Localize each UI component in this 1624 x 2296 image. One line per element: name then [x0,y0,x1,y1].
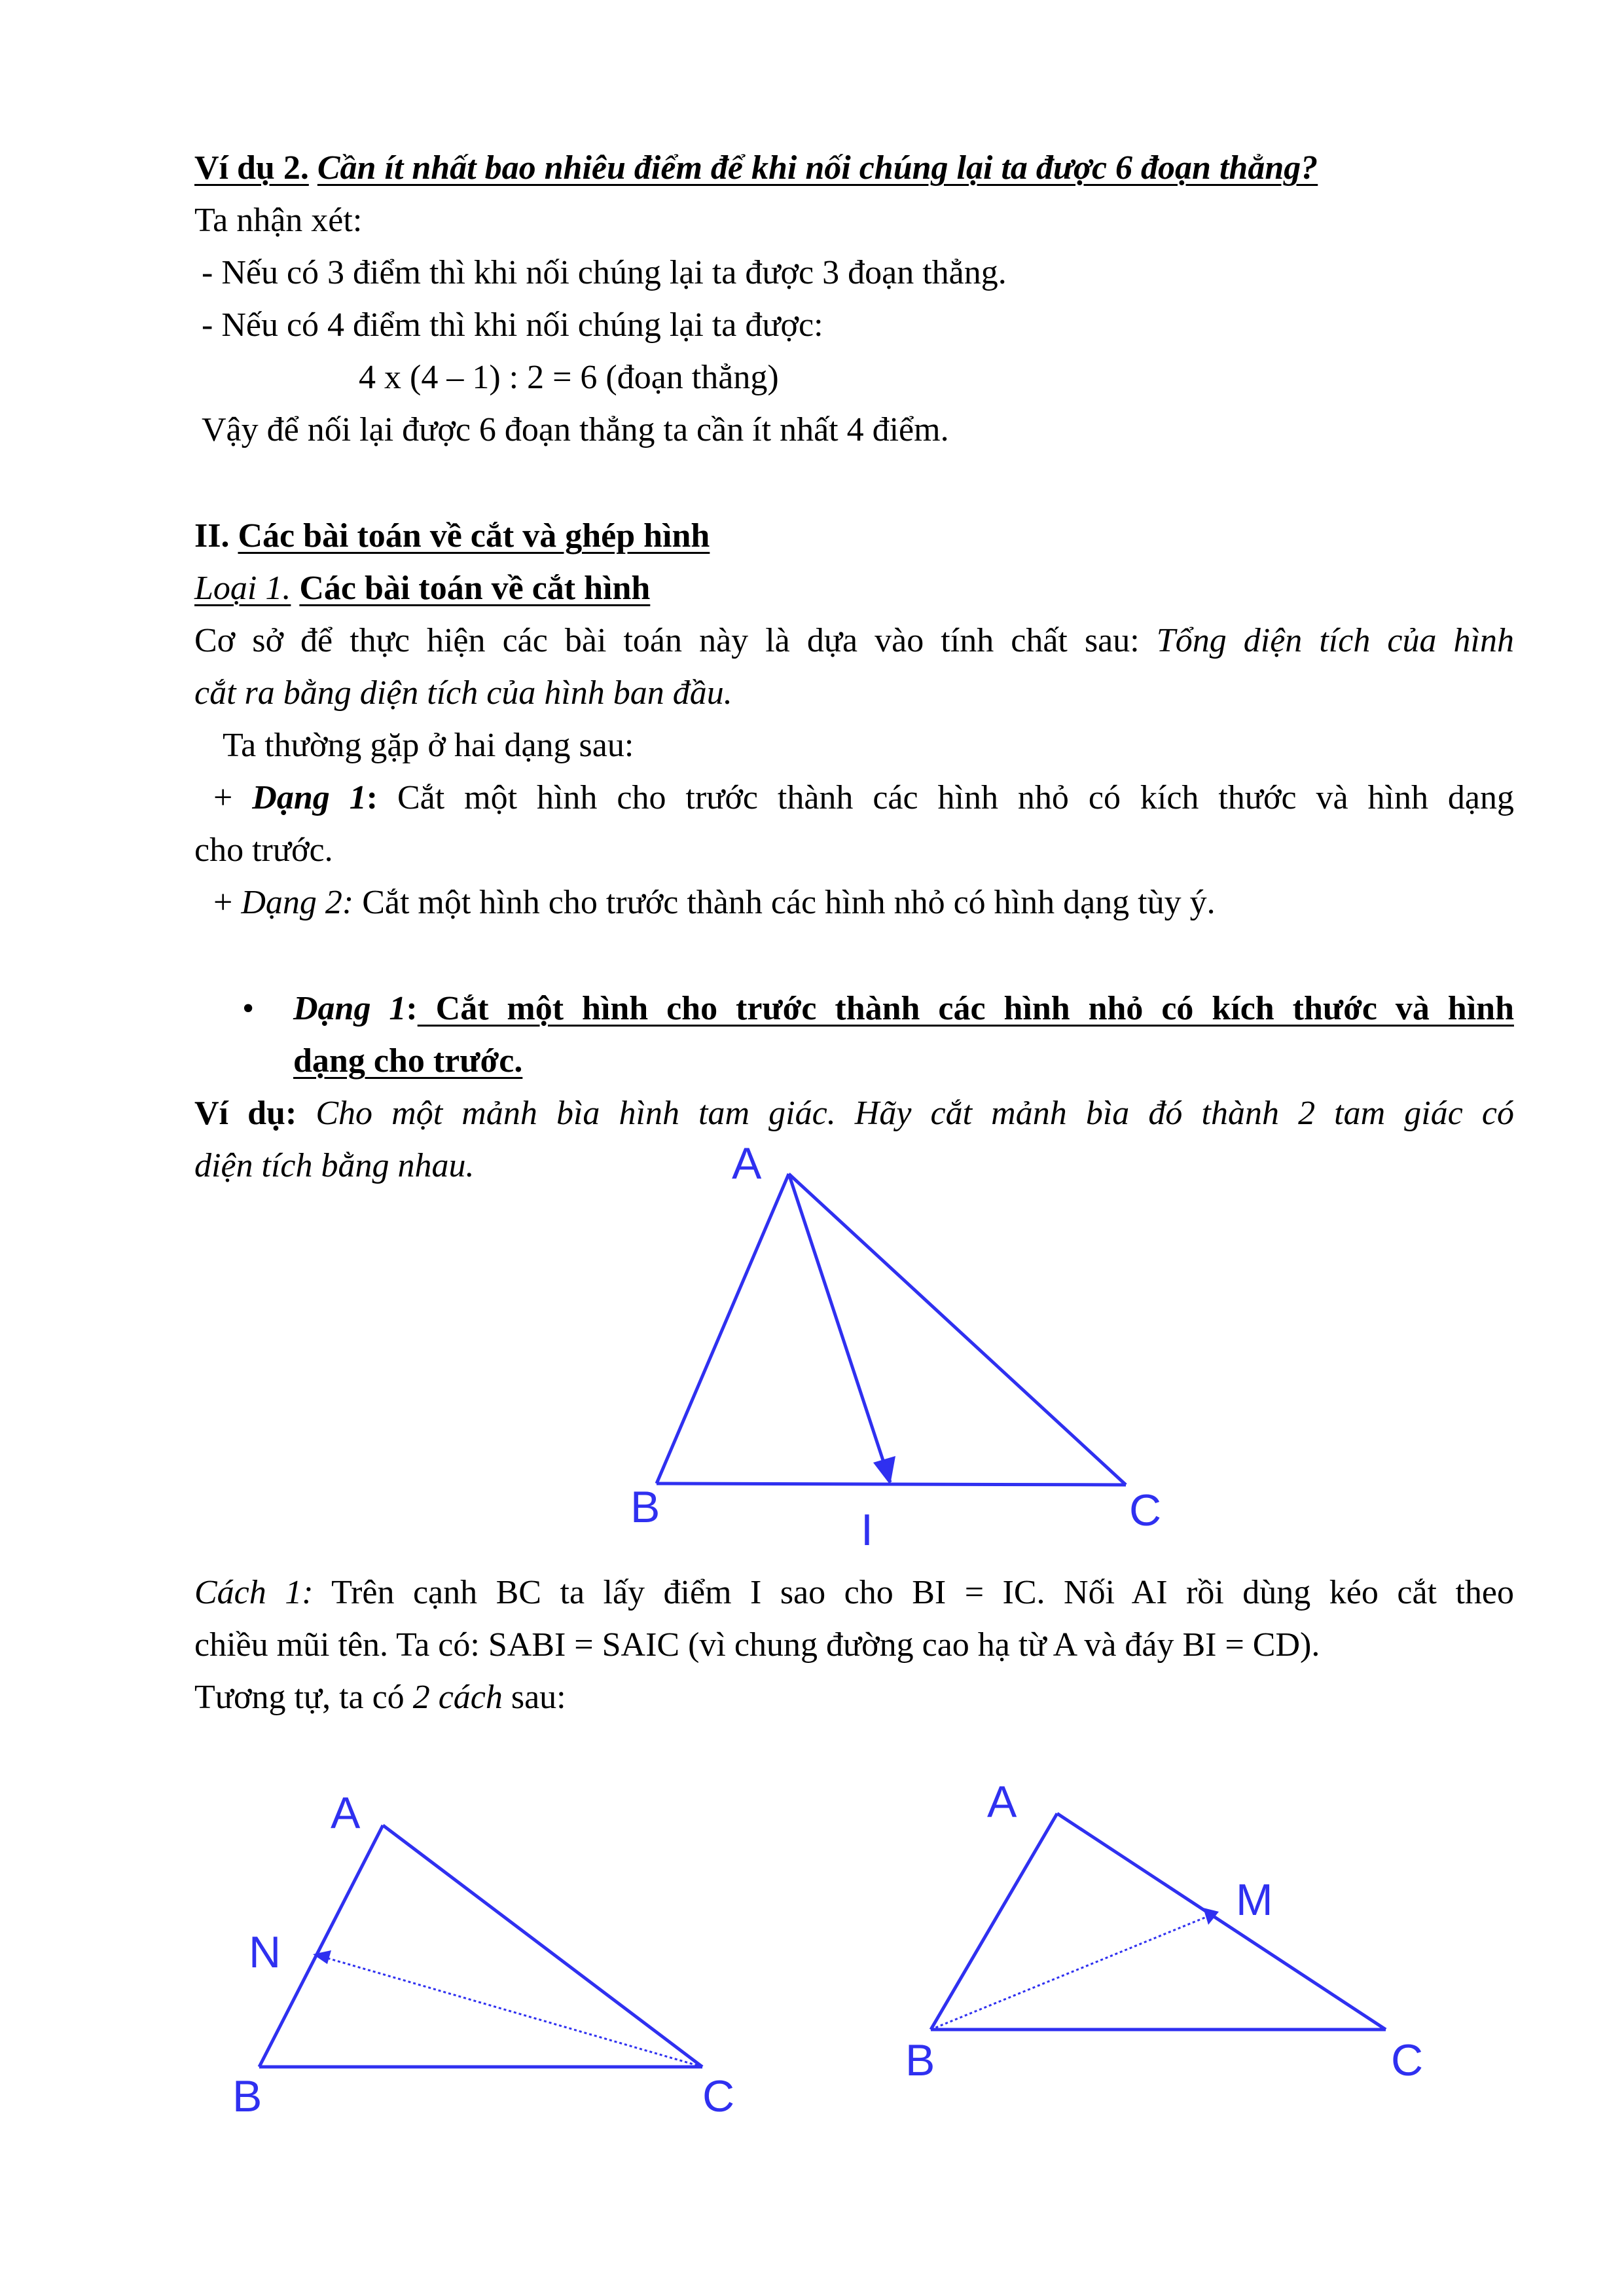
figure3-label-m: M [1236,1875,1273,1925]
figure2-label-c: C [702,2071,735,2121]
figure3-dotted-bm [931,1916,1210,2030]
figure3-arrowhead [1203,1908,1219,1925]
example2-conclusion: Vậy để nối lại được 6 đoạn thẳng ta cần ít nhất 4 điểm. [202,411,949,448]
example2-question: Cần ít nhất bao nhiêu điểm để khi nối chúng lại ta được 6 đoạn thẳng? [317,149,1318,187]
form1-colon: : [366,779,378,816]
bullet-title-2: dạng cho trước. [293,1042,523,1080]
method1-similar-b: 2 cách [412,1679,503,1716]
method1-text-1: Trên cạnh BC ta lấy điểm I sao cho BI = IC. Nối AI rồi dùng kéo cắt theo [331,1574,1514,1611]
example2-case3: - Nếu có 3 điểm thì khi nối chúng lại ta được 3 đoạn thẳng. [202,254,1007,291]
type1-basis-italic-1: Tổng diện tích của hình [1156,622,1515,659]
bullet-title-1: Cắt một hình cho trước thành các hình nhỏ có kích thước và hình [417,990,1514,1027]
type1-basis-normal: Cơ sở để thực hiện các bài toán này là dựa vào tính chất sau: [194,622,1140,659]
type1-forms-intro: Ta thường gặp ở hai dạng sau: [223,727,634,764]
figure3-label-b: B [905,2035,935,2085]
figure1-label-i: I [861,1505,873,1555]
figure1-label-b: B [630,1482,660,1532]
method1-text-2: chiều mũi tên. Ta có: SABI = SAIC (vì chung đường cao hạ từ A và đáy BI = CD). [194,1626,1320,1664]
method1-similar-c: sau: [511,1679,566,1716]
method1-label: Cách 1: [194,1574,314,1611]
section2-number: II. [194,517,230,555]
figure3-label-a: A [987,1777,1017,1827]
figure1-label-c: C [1129,1485,1162,1535]
figure2-label-a: A [331,1788,361,1838]
example-label: Ví dụ: [194,1095,297,1132]
example2-remark: Ta nhận xét: [194,202,363,239]
example2-case4: - Nếu có 4 điểm thì khi nối chúng lại ta được: [202,306,823,344]
form2-label: Dạng 2: [241,884,354,921]
form1-label: Dạng 1 [252,779,367,816]
type1-basis-italic-2: cắt ra bằng diện tích của hình ban đầu. [194,674,732,712]
section2-title: Các bài toán về cắt và ghép hình [238,517,710,555]
figure2-label-n: N [249,1927,281,1977]
figure3-side-ac [1057,1813,1386,2030]
figure3-label-c: C [1391,2035,1424,2085]
bullet-colon: : [406,990,418,1027]
type1-label: Loại 1. [194,570,291,607]
figure2-label-b: B [232,2071,262,2121]
example2-formula: 4 x (4 – 1) : 2 = 6 (đoạn thẳng) [359,359,779,396]
form1-text-1: Cắt một hình cho trước thành các hình nhỏ có kích thước và hình dạng [397,779,1515,816]
bullet-label: Dạng 1 [293,990,406,1027]
figure3-side-ab [931,1813,1057,2030]
form2-prefix: + [213,884,233,921]
form1-prefix: + [213,779,233,816]
bullet-symbol: • [242,990,255,1027]
example-text-2: diện tích bằng nhau. [194,1147,475,1184]
example2-label: Ví dụ 2. [194,149,309,187]
method1-similar-a: Tương tự, ta có [194,1679,405,1716]
figure1-label-a: A [732,1139,762,1188]
form2-text: Cắt một hình cho trước thành các hình nhỏ có hình dạng tùy ý. [362,884,1216,921]
type1-form1-text-2: cho trước. [194,831,333,869]
example-text-1: Cho một mảnh bìa hình tam giác. Hãy cắt mảnh bìa đó thành 2 tam giác có [316,1095,1514,1132]
type1-title: Các bài toán về cắt hình [299,570,651,607]
